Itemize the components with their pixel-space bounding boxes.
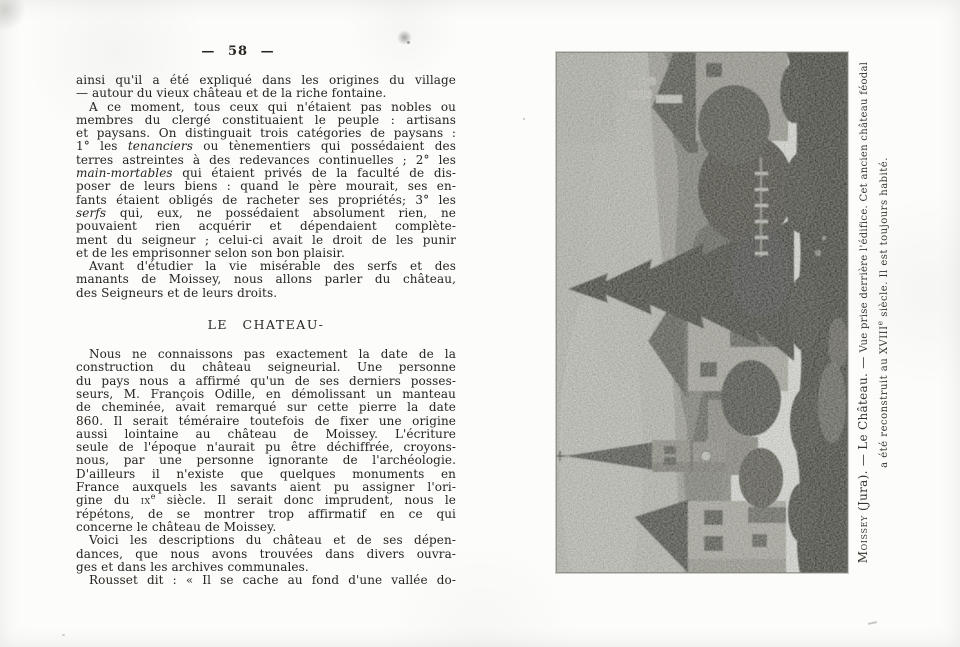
- ink-speck: [397, 30, 412, 45]
- text-line: 860. Il serait téméraire toutefois de fixer une origine: [76, 413, 456, 428]
- text-line: poser de leurs biens : quand le père mourait, ses en-: [76, 179, 456, 194]
- photo-caption: [856, 52, 904, 573]
- text-line: gine du $ix^e$ siècle. Il serait donc imprudent, nous le: [76, 492, 456, 508]
- text-line: fants étaient obligés de racheter ses propriétés; 3° les: [76, 192, 456, 207]
- text-line: pouvaient rien acquérir et dépendaient complète-: [76, 219, 456, 234]
- text-line: ainsi qu'il a été expliqué dans les origines du village: [76, 73, 456, 87]
- photo-caption-line1: Moissey (Jura). — Le Château. — Vue prise derrière l'édifice. Cet ancien château féodal: [856, 61, 870, 564]
- text-line: manants de Moissey, nous allons parler du château,: [76, 272, 456, 287]
- text-line: de cheminée, avait remarqué sur cette pierre la date: [76, 400, 456, 415]
- text-line: 1° les tenanciers ou tènementiers qui possédaient des: [76, 139, 457, 154]
- ink-speck: [62, 634, 65, 636]
- text-line: seule de l'époque n'aurait pu être déchiffrée, croyons-: [76, 440, 456, 455]
- text-line: ment du seigneur ; celui-ci avait le droit de les punir: [76, 232, 456, 247]
- text-line: nous, par une personne ignorante de l'archéologie.: [76, 453, 456, 468]
- text-line: des Seigneurs et de leurs droits.: [76, 285, 278, 300]
- text-line: terres astreintes à des redevances continuelles ; 2° les: [76, 152, 456, 167]
- text-line: répétons, de se montrer trop affirmatif en ce qui: [76, 506, 456, 521]
- text-line: seurs, M. François Odille, en démolissant un manteau: [76, 386, 456, 401]
- paper-smudge: [0, 0, 26, 34]
- text-line: — autour du vieux château et de la riche fontaine.: [76, 86, 387, 101]
- text-line: A ce moment, tous ceux qui n'étaient pas nobles ou: [89, 99, 456, 114]
- text-line: Nous ne connaissons pas exactement la date de la: [89, 347, 456, 362]
- text-line: ges et dans les archives communales.: [76, 559, 309, 574]
- text-line: Rousset dit : « Il se cache au fond d'une vallée do-: [89, 573, 456, 588]
- text-line: Voici les descriptions du château et de ses dépen-: [89, 533, 456, 548]
- section-heading: LE CHATEAU-: [207, 317, 325, 333]
- text-line: dances, que nous avons trouvées dans divers ouvra-: [76, 546, 456, 561]
- text-line: serfs qui, eux, ne possédaient absolument rien, ne: [76, 205, 456, 220]
- text-line: du pays nous a affirmé qu'un de ses derniers posses-: [76, 373, 456, 388]
- text-line: France auxquels les savants aient pu assigner l'ori-: [76, 480, 456, 495]
- ink-speck: [868, 621, 877, 625]
- photo-caption-line2: a été reconstruit au XVIIIe siècle. Il est toujours habité.: [875, 157, 890, 468]
- body-text: [76, 74, 456, 587]
- ink-speck: [523, 118, 525, 120]
- text-line: concerne le château de Moissey.: [76, 519, 277, 534]
- text-line: et de les emprisonner selon son bon plaisir.: [76, 245, 345, 260]
- text-line: et paysans. On distinguait trois catégories de paysans :: [76, 126, 456, 141]
- text-line: membres du clergé constituaient le peuple : artisans: [76, 112, 456, 127]
- postcard-photo: [556, 52, 848, 573]
- text-line: aussi lointaine au château de Moissey. L'écriture: [76, 426, 456, 441]
- chateau-photograph-illustration: [556, 52, 848, 573]
- left-page: [76, 44, 456, 587]
- page-number: — 58 —: [201, 44, 275, 59]
- text-line: D'ailleurs il n'existe que quelques monuments en: [76, 466, 456, 481]
- text-line: Avant d'étudier la vie misérable des serfs et des: [89, 259, 456, 274]
- text-line: construction du château seigneurial. Une personne: [76, 360, 456, 375]
- text-line: main-mortables qui étaient privés de la faculté de dis-: [76, 166, 456, 181]
